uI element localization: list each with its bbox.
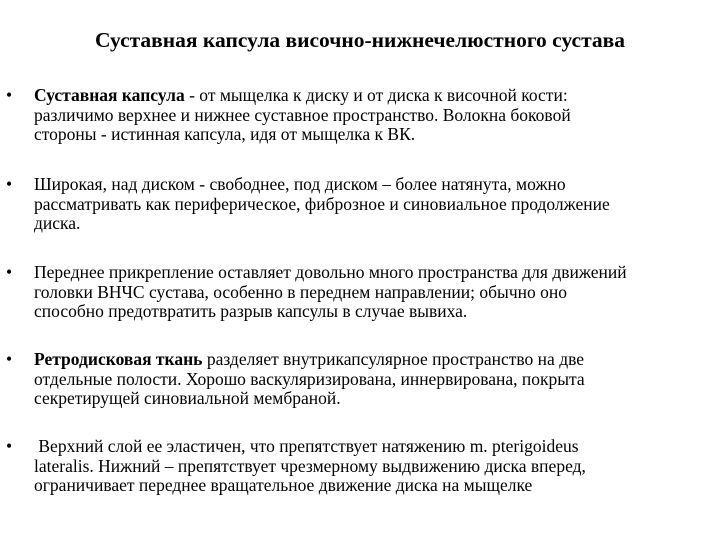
bullet-text (34, 263, 720, 322)
text-segment: lateralis. Нижний – препятствует чрезмерному выдвижению диска вперед, (34, 455, 586, 476)
bullet-marker-icon: • (6, 262, 13, 282)
text-line (34, 263, 720, 283)
text-segment: отдельные полости. Хорошо васкуляризирована, иннервирована, покрыта (34, 368, 585, 389)
text-segment: стороны - истинная капсула, идя от мыщелка к ВК. (34, 124, 416, 144)
text-line (34, 283, 720, 303)
text-segment: способно предотвратить разрыв капсулы в случае вывиха. (34, 301, 468, 321)
text-line (34, 86, 720, 106)
text-segment: различимо верхнее и нижнее суставное пространство. Волокна боковой (34, 104, 571, 125)
text-segment: Широкая, над диском - свободнее, под диском – более натянута, можно (34, 174, 566, 194)
text-line (34, 389, 720, 409)
bold-term: Ретродисковая ткань (34, 349, 203, 369)
text-segment: - от мыщелка к диску и от диска к височной кости: (184, 85, 568, 105)
text-line (34, 476, 720, 496)
text-segment: Переднее прикрепление оставляет довольно много пространства для движений (34, 262, 627, 282)
text-line (34, 350, 720, 370)
text-line (34, 175, 720, 195)
text-line (34, 195, 720, 215)
text-line (34, 125, 720, 145)
bold-term: Суставная капсула (34, 85, 185, 105)
text-line (34, 457, 720, 477)
slide-title: Суставная капсула височно-нижнечелюстного сустава (94, 28, 626, 52)
bullet-marker-icon: • (6, 436, 13, 456)
text-segment: ограничивает переднее вращательное движение диска на мыщелке (34, 475, 533, 495)
bullet-marker-icon: • (6, 85, 13, 105)
bullet-text (34, 437, 720, 496)
text-segment: головки ВНЧС сустава, особенно в переднем направлении; обычно оно (34, 281, 567, 302)
text-line (34, 437, 720, 457)
text-segment: разделяет внутрикапсулярное пространство на две (202, 349, 585, 369)
bullet-marker-icon: • (6, 174, 13, 194)
text-line (34, 370, 720, 390)
text-line (34, 214, 720, 234)
bullet-marker-icon: • (6, 349, 13, 369)
text-segment: рассматривать как периферическое, фиброзное и синовиальное продолжение (34, 193, 610, 214)
text-segment: секретирущей синовиальной мембраной. (34, 388, 341, 408)
text-segment: Верхний слой ее эластичен, что препятствует натяжению m. pterigoideus (34, 436, 579, 456)
bullet-text (34, 86, 720, 145)
text-line (34, 106, 720, 126)
bullet-text (34, 175, 720, 234)
text-line (34, 302, 720, 322)
bullet-text (34, 350, 720, 409)
text-segment: диска. (34, 213, 81, 233)
